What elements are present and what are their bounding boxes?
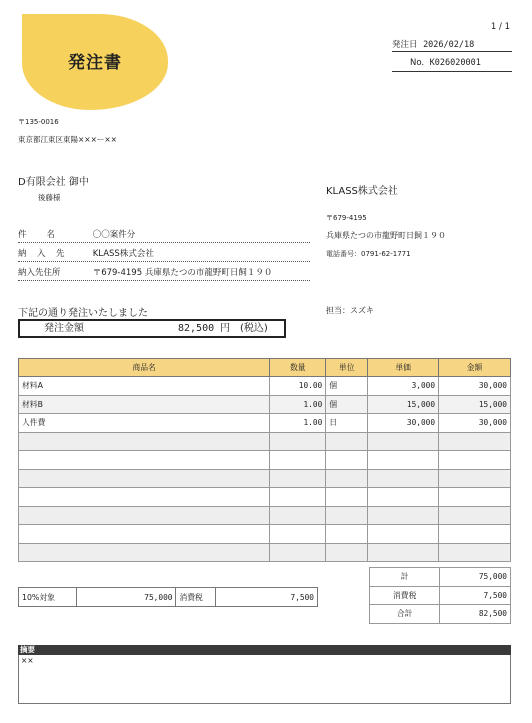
cell-qty: 1.00 [270, 395, 326, 414]
table-row-empty [19, 469, 511, 488]
cell-qty: 1.00 [270, 414, 326, 433]
amount-label: 発注金額 [44, 323, 84, 334]
table-row [19, 395, 511, 414]
tax-rate-label: 10%対象 [19, 588, 77, 607]
table-row-empty [19, 451, 511, 470]
total-value: 82,500 [440, 605, 511, 624]
amount-box [18, 319, 286, 338]
page-number: 1 / 1 [490, 22, 510, 32]
cell-amount: 30,000 [439, 377, 511, 396]
total-label: 計 [370, 568, 440, 587]
tax-label: 消費税 [176, 588, 216, 607]
field-label: 納入先住所 [18, 268, 61, 278]
cell-item: 材料B [19, 395, 270, 414]
order-no-row [392, 58, 512, 72]
self-postal: 〒135-0016 [18, 118, 59, 126]
recipient-person: 後藤様 [38, 193, 61, 202]
cell-unit: 日 [326, 414, 368, 433]
items-table [18, 358, 511, 562]
cell-unit: 個 [326, 395, 368, 414]
table-row-empty [19, 488, 511, 507]
memo-body: ×× [18, 655, 511, 704]
field-row [18, 266, 310, 281]
field-label: 納 入 先 [18, 249, 66, 259]
tax-table [18, 587, 318, 607]
memo-header: 摘要 [18, 645, 511, 655]
order-no-value: K026020001 [429, 58, 481, 68]
table-row-empty [19, 543, 511, 562]
document-title: 発注書 [68, 53, 122, 73]
field-row [18, 228, 310, 243]
company-postal: 〒679-4195 [326, 214, 367, 222]
order-no-label: No. [410, 58, 425, 68]
company-contact: 担当：スズキ [326, 306, 374, 315]
col-header: 数量 [270, 359, 326, 377]
totals-table [369, 567, 511, 624]
table-row [19, 414, 511, 433]
table-header [19, 359, 511, 377]
field-label: 件 名 [18, 230, 57, 240]
cell-qty: 10.00 [270, 377, 326, 396]
table-row-empty [19, 525, 511, 544]
tax-row [19, 588, 318, 607]
order-date-value: 2026/02/18 [423, 40, 475, 50]
total-value: 75,000 [440, 568, 511, 587]
col-header: 金額 [439, 359, 511, 377]
cell-price: 15,000 [368, 395, 439, 414]
amount-value: 82,500 円 [178, 323, 231, 334]
total-label: 合計 [370, 605, 440, 624]
cell-amount: 30,000 [439, 414, 511, 433]
field-value: 〇〇案件分 [92, 230, 136, 240]
table-row-empty [19, 432, 511, 451]
table-row [19, 377, 511, 396]
total-row [370, 605, 511, 624]
total-row [370, 568, 511, 587]
order-date-label: 発注日 [392, 40, 418, 50]
company-address: 兵庫県たつの市龍野町日飼１９０ [326, 231, 446, 240]
col-header: 単位 [326, 359, 368, 377]
company-phone: 電話番号：0791-62-1771 [326, 250, 411, 258]
amount-note: (税込) [240, 323, 268, 334]
cell-item: 人件費 [19, 414, 270, 433]
cell-unit: 個 [326, 377, 368, 396]
total-value: 7,500 [440, 586, 511, 605]
fields [18, 228, 310, 281]
company-name: KLASS株式会社 [326, 186, 398, 197]
self-address: 東京都江東区東陽×××ー×× [18, 135, 117, 144]
field-value: 〒679-4195 兵庫県たつの市龍野町日飼１９０ [92, 268, 273, 278]
cell-price: 30,000 [368, 414, 439, 433]
field-row [18, 247, 310, 262]
total-row [370, 586, 511, 605]
order-date-row [392, 38, 512, 52]
tax-value: 7,500 [216, 588, 318, 607]
col-header: 商品名 [19, 359, 270, 377]
field-value: KLASS株式会社 [92, 249, 154, 259]
recipient-name: D有限会社 御中 [18, 177, 89, 188]
table-row-empty [19, 506, 511, 525]
total-label: 消費税 [370, 586, 440, 605]
notice-text: 下記の通り発注いたしました [18, 308, 148, 319]
tax-base: 75,000 [76, 588, 176, 607]
cell-price: 3,000 [368, 377, 439, 396]
col-header: 単価 [368, 359, 439, 377]
cell-amount: 15,000 [439, 395, 511, 414]
cell-item: 材料A [19, 377, 270, 396]
